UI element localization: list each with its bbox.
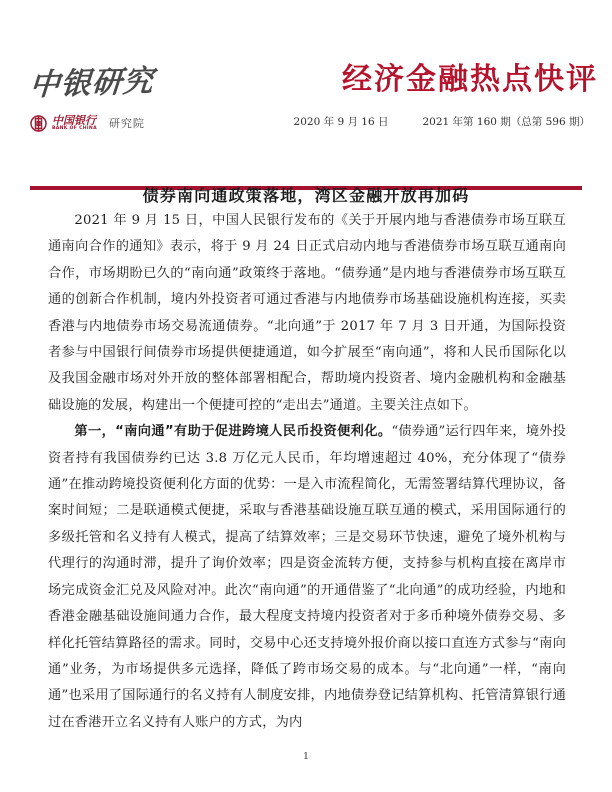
page-header: [0, 44, 612, 144]
issue-number: 2021 年第 160 期（总第 596 期）: [422, 116, 590, 128]
article-body: [48, 208, 566, 736]
paragraph-2-lead: 第一，“南向通”有助于促进跨境人民币投资便利化。: [74, 424, 392, 440]
paragraph-1-text: 2021 年 9 月 15 日，中国人民银行发布的《关于开展内地与香港债券市场互联互通南向合作的通知》表示，将于 9 月 24 日正式启动内地与香港债券市场互联互通南向合作，市场期盼已久的“南向通”政策终于落地。“债券通”是内地与香港债券市场互联互通的创新合作机制，境内外投资者可通过香港与内地债券市场基础设施机构连接，买卖香港与内地债券市场交易流通债券。“北向通”于 2017 年 7 月 3 日开通，为国际投资者参与中国银行间债券市场提供便捷通道，如今扩展至“南向通”，将和人民币国际化以及我国金融市场对外开放的整体部署相配合，帮助境内投资者、境内金融机构和金融基础设施的发展，构建出一个便捷可控的“走出去”通道。主要关注点如下。: [48, 213, 566, 413]
paragraph-2-text: “债券通”运行四年来，境外投资者持有我国债券约已达 3.8 万亿元人民币，年均增速超过 40%，充分体现了“债券通”在推动跨境投资便利化方面的优势：一是入市流程简化，无需签署结算代理协议，备案时间短；二是联通模式便捷，采取与香港基础设施互联互通的模式，采用国际通行的多级托管和名义持有人模式，提高了结算效率；三是交易环节快速，避免了境外机构与代理行的沟通时滞，提升了询价效率；四是资金流转方便，支持参与机构直接在离岸市场完成资金汇兑及风险对冲。此次“南向通”的开通借鉴了“北向通”的成功经验，内地和香港金融基础设施间通力合作，最大程度支持境内投资者对于多币种境外债券交易、多样化托管结算路径的需求。同时，交易中心还支持境外报价商以接口直连方式参与“南向通”业务，为市场提供多元选择，降低了跨市场交易的成本。与“北向通”一样，“南向通”也采用了国际通行的名义持有人制度安排，内地债券登记结算机构、托管清算银行通过在香港开立名义持有人账户的方式，为内: [48, 424, 566, 730]
masthead-title: 经济金融热点快评: [342, 62, 598, 97]
paragraph-2: [48, 419, 566, 736]
bank-logo-lockup: [30, 112, 145, 134]
bank-name-en: BANK OF CHINA: [52, 125, 97, 131]
institute-label: 研究院: [108, 117, 145, 130]
bank-of-china-logo-icon: [30, 115, 47, 132]
paragraph-1: [48, 208, 566, 419]
page-number: 1: [302, 751, 310, 762]
bank-name-block: [52, 115, 97, 132]
issue-info: [294, 114, 590, 129]
publication-date: 2020 年 9 月 16 日: [293, 116, 389, 128]
bank-name-cn: 中国银行: [52, 113, 96, 127]
article-title: 债券南向通政策落地，湾区金融开放再加码: [142, 185, 470, 205]
brand-calligraphy-logo: 中银研究: [28, 63, 156, 104]
